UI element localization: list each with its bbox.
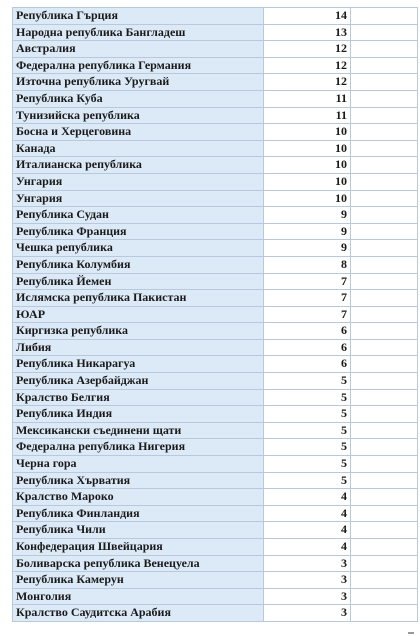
- empty-cell[interactable]: [351, 223, 418, 240]
- count-value-cell[interactable]: 4: [264, 539, 351, 556]
- country-name-cell[interactable]: Република Финландия: [13, 505, 264, 522]
- count-value-cell[interactable]: 10: [264, 124, 351, 141]
- count-value-cell[interactable]: 11: [264, 90, 351, 107]
- table-row: [13, 539, 418, 556]
- count-value-cell[interactable]: 8: [264, 256, 351, 273]
- country-name-cell[interactable]: Боливарска република Венецуела: [13, 555, 264, 572]
- country-name-cell[interactable]: Кралство Саудитска Арабия: [13, 605, 264, 622]
- country-name-cell[interactable]: Народна република Бангладеш: [13, 24, 264, 41]
- table-body: [13, 8, 418, 622]
- empty-cell[interactable]: [351, 290, 418, 307]
- empty-cell[interactable]: [351, 572, 418, 589]
- country-name-cell[interactable]: Федерална република Германия: [13, 57, 264, 74]
- count-value-cell[interactable]: 3: [264, 572, 351, 589]
- country-name-cell[interactable]: Република Колумбия: [13, 256, 264, 273]
- table-row: [13, 389, 418, 406]
- table-row: [13, 323, 418, 340]
- table-row: [13, 107, 418, 124]
- country-name-cell[interactable]: Република Камерун: [13, 572, 264, 589]
- country-name-cell[interactable]: Босна и Херцеговина: [13, 124, 264, 141]
- empty-cell[interactable]: [351, 273, 418, 290]
- table-row: [13, 124, 418, 141]
- empty-cell[interactable]: [351, 57, 418, 74]
- empty-cell[interactable]: [351, 24, 418, 41]
- country-name-cell[interactable]: Република Куба: [13, 90, 264, 107]
- table-row: [13, 306, 418, 323]
- empty-cell[interactable]: [351, 605, 418, 622]
- country-name-cell[interactable]: Кралство Мароко: [13, 489, 264, 506]
- count-value-cell[interactable]: 3: [264, 588, 351, 605]
- count-value-cell[interactable]: 10: [264, 157, 351, 174]
- empty-cell[interactable]: [351, 323, 418, 340]
- count-value-cell[interactable]: 5: [264, 389, 351, 406]
- country-name-cell[interactable]: Република Гърция: [13, 8, 264, 25]
- table-row: [13, 555, 418, 572]
- table-row: [13, 256, 418, 273]
- empty-cell[interactable]: [351, 140, 418, 157]
- country-name-cell[interactable]: Република Франция: [13, 223, 264, 240]
- empty-cell[interactable]: [351, 406, 418, 423]
- country-name-cell[interactable]: Унгария: [13, 173, 264, 190]
- country-name-cell[interactable]: Мексикански съединени щати: [13, 422, 264, 439]
- table-row: [13, 439, 418, 456]
- table-row: [13, 41, 418, 58]
- country-name-cell[interactable]: Република Йемен: [13, 273, 264, 290]
- count-value-cell[interactable]: 6: [264, 323, 351, 340]
- count-value-cell[interactable]: 9: [264, 240, 351, 257]
- table-row: [13, 140, 418, 157]
- empty-cell[interactable]: [351, 422, 418, 439]
- table-row: [13, 406, 418, 423]
- table-row: [13, 90, 418, 107]
- table-row: [13, 373, 418, 390]
- count-value-cell[interactable]: 5: [264, 456, 351, 473]
- count-value-cell[interactable]: 10: [264, 140, 351, 157]
- empty-cell[interactable]: [351, 256, 418, 273]
- table-row: [13, 339, 418, 356]
- count-value-cell[interactable]: 9: [264, 207, 351, 224]
- table-row: [13, 240, 418, 257]
- count-value-cell[interactable]: 4: [264, 505, 351, 522]
- table-row: [13, 24, 418, 41]
- table-row: [13, 8, 418, 25]
- table-row: [13, 157, 418, 174]
- count-value-cell[interactable]: 3: [264, 555, 351, 572]
- count-value-cell[interactable]: 6: [264, 356, 351, 373]
- empty-cell[interactable]: [351, 588, 418, 605]
- table-row: [13, 605, 418, 622]
- country-name-cell[interactable]: Ислямска република Пакистан: [13, 290, 264, 307]
- corner-mark: [408, 632, 414, 634]
- country-name-cell[interactable]: Тунизийска република: [13, 107, 264, 124]
- table-row: [13, 273, 418, 290]
- table-row: [13, 588, 418, 605]
- country-name-cell[interactable]: Конфедерация Швейцария: [13, 539, 264, 556]
- count-value-cell[interactable]: 9: [264, 223, 351, 240]
- table-row: [13, 472, 418, 489]
- table-row: [13, 356, 418, 373]
- empty-cell[interactable]: [351, 489, 418, 506]
- country-name-cell[interactable]: Чешка република: [13, 240, 264, 257]
- table-row: [13, 207, 418, 224]
- country-name-cell[interactable]: Източна република Уругвай: [13, 74, 264, 91]
- count-value-cell[interactable]: 12: [264, 74, 351, 91]
- table-row: [13, 572, 418, 589]
- count-value-cell[interactable]: 10: [264, 173, 351, 190]
- table-row: [13, 173, 418, 190]
- empty-cell[interactable]: [351, 373, 418, 390]
- table-row: [13, 422, 418, 439]
- table-row: [13, 522, 418, 539]
- empty-cell[interactable]: [351, 472, 418, 489]
- empty-cell[interactable]: [351, 207, 418, 224]
- empty-cell[interactable]: [351, 539, 418, 556]
- country-name-cell[interactable]: Република Чили: [13, 522, 264, 539]
- count-value-cell[interactable]: 10: [264, 190, 351, 207]
- table-row: [13, 74, 418, 91]
- count-value-cell[interactable]: 5: [264, 406, 351, 423]
- count-value-cell[interactable]: 14: [264, 8, 351, 25]
- country-name-cell[interactable]: Република Судан: [13, 207, 264, 224]
- country-name-cell[interactable]: Република Никарагуа: [13, 356, 264, 373]
- count-value-cell[interactable]: 11: [264, 107, 351, 124]
- empty-cell[interactable]: [351, 157, 418, 174]
- count-value-cell[interactable]: 7: [264, 290, 351, 307]
- country-name-cell[interactable]: Република Индия: [13, 406, 264, 423]
- empty-cell[interactable]: [351, 240, 418, 257]
- count-value-cell[interactable]: 3: [264, 605, 351, 622]
- country-name-cell[interactable]: Канада: [13, 140, 264, 157]
- country-name-cell[interactable]: Кралство Белгия: [13, 389, 264, 406]
- count-value-cell[interactable]: 13: [264, 24, 351, 41]
- table-row: [13, 223, 418, 240]
- empty-cell[interactable]: [351, 356, 418, 373]
- country-name-cell[interactable]: Австралия: [13, 41, 264, 58]
- empty-cell[interactable]: [351, 173, 418, 190]
- country-name-cell[interactable]: Киргизка република: [13, 323, 264, 340]
- table-row: [13, 489, 418, 506]
- count-value-cell[interactable]: 12: [264, 41, 351, 58]
- empty-cell[interactable]: [351, 456, 418, 473]
- country-name-cell[interactable]: Либия: [13, 339, 264, 356]
- country-name-cell[interactable]: Република Хърватия: [13, 472, 264, 489]
- table-row: [13, 57, 418, 74]
- empty-cell[interactable]: [351, 555, 418, 572]
- empty-cell[interactable]: [351, 107, 418, 124]
- table-row: [13, 190, 418, 207]
- empty-cell[interactable]: [351, 90, 418, 107]
- empty-cell[interactable]: [351, 41, 418, 58]
- count-value-cell[interactable]: 5: [264, 422, 351, 439]
- count-value-cell[interactable]: 12: [264, 57, 351, 74]
- empty-cell[interactable]: [351, 505, 418, 522]
- count-value-cell[interactable]: 4: [264, 522, 351, 539]
- empty-cell[interactable]: [351, 8, 418, 25]
- table-row: [13, 290, 418, 307]
- country-name-cell[interactable]: Италианска република: [13, 157, 264, 174]
- count-value-cell[interactable]: 6: [264, 339, 351, 356]
- country-name-cell[interactable]: Федерална република Нигерия: [13, 439, 264, 456]
- country-name-cell[interactable]: Република Азербайджан: [13, 373, 264, 390]
- count-value-cell[interactable]: 7: [264, 306, 351, 323]
- count-value-cell[interactable]: 7: [264, 273, 351, 290]
- empty-cell[interactable]: [351, 339, 418, 356]
- country-name-cell[interactable]: Черна гора: [13, 456, 264, 473]
- count-value-cell[interactable]: 5: [264, 472, 351, 489]
- country-name-cell[interactable]: Унгария: [13, 190, 264, 207]
- empty-cell[interactable]: [351, 74, 418, 91]
- empty-cell[interactable]: [351, 124, 418, 141]
- count-value-cell[interactable]: 4: [264, 489, 351, 506]
- table-row: [13, 456, 418, 473]
- country-name-cell[interactable]: ЮАР: [13, 306, 264, 323]
- count-value-cell[interactable]: 5: [264, 439, 351, 456]
- empty-cell[interactable]: [351, 389, 418, 406]
- empty-cell[interactable]: [351, 190, 418, 207]
- empty-cell[interactable]: [351, 522, 418, 539]
- table-row: [13, 505, 418, 522]
- country-name-cell[interactable]: Монголия: [13, 588, 264, 605]
- count-value-cell[interactable]: 5: [264, 373, 351, 390]
- country-count-table: [12, 7, 418, 622]
- empty-cell[interactable]: [351, 439, 418, 456]
- empty-cell[interactable]: [351, 306, 418, 323]
